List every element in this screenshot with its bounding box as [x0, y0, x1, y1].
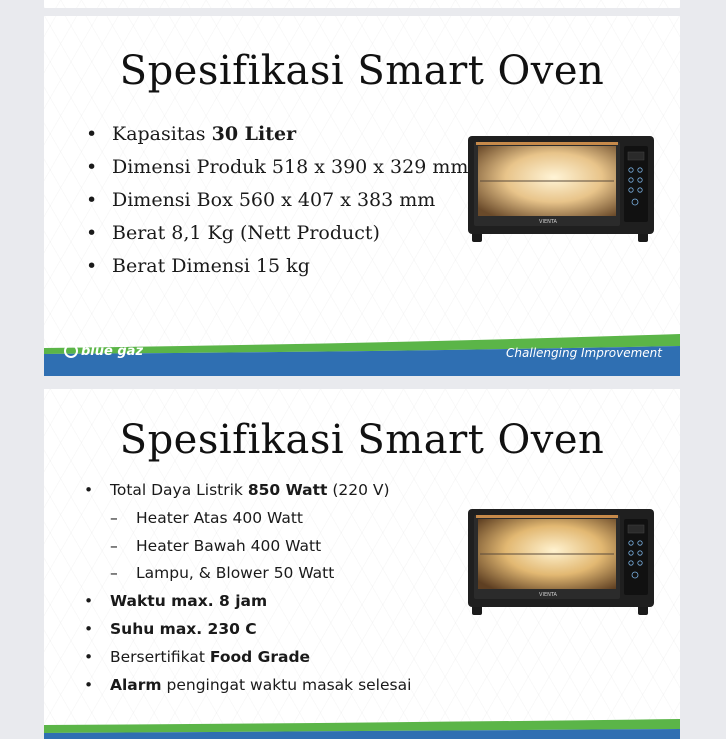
flame-logo-icon	[64, 344, 78, 358]
spec-subitem-bottom-heater: – Heater Bawah 400 Watt	[110, 536, 322, 555]
slide-footer	[44, 719, 680, 739]
spec-item-alarm: • Alarm pengingat waktu masak selesai	[84, 675, 412, 694]
slide-footer	[44, 334, 680, 362]
spec-item-dimensional-weight: • Berat Dimensi 15 kg	[86, 255, 310, 277]
footer-tagline: Challenging Improvement	[506, 346, 662, 360]
spec-subitem-top-heater: – Heater Atas 400 Watt	[110, 508, 304, 527]
blue-gaz-logo: blue gaz	[64, 344, 143, 359]
slide-title: Spesifikasi Smart Oven	[119, 417, 605, 463]
slide-title: Spesifikasi Smart Oven	[119, 48, 605, 94]
spec-list	[86, 118, 468, 283]
spec-item-max-time: • Waktu max. 8 jam	[84, 592, 268, 611]
spec-item-total-power: • Total Daya Listrik 850 Watt (220 V)	[84, 481, 390, 499]
previous-slide-edge	[44, 0, 680, 8]
footer-band	[44, 719, 680, 739]
spec-slide-1	[44, 16, 680, 376]
oven-image	[468, 136, 656, 244]
spec-item-max-temperature: • Suhu max. 230 C	[84, 619, 257, 638]
spec-list	[84, 477, 411, 699]
spec-item-product-dimension: • Dimensi Produk 518 x 390 x 329 mm	[86, 156, 469, 178]
spec-item-capacity: • Kapasitas 30 Liter	[86, 123, 297, 145]
oven-brand: VIENTA	[539, 592, 557, 598]
spec-item-weight: • Berat 8,1 Kg (Nett Product)	[86, 222, 380, 244]
spec-item-certification: • Bersertifikat Food Grade	[84, 647, 311, 666]
spec-subitem-lamp-blower: – Lampu, & Blower 50 Watt	[110, 564, 335, 583]
spec-item-box-dimension: • Dimensi Box 560 x 407 x 383 mm	[86, 189, 436, 211]
oven-brand: VIENTA	[539, 219, 557, 225]
oven-image	[468, 509, 656, 617]
spec-slide-2	[44, 389, 680, 739]
